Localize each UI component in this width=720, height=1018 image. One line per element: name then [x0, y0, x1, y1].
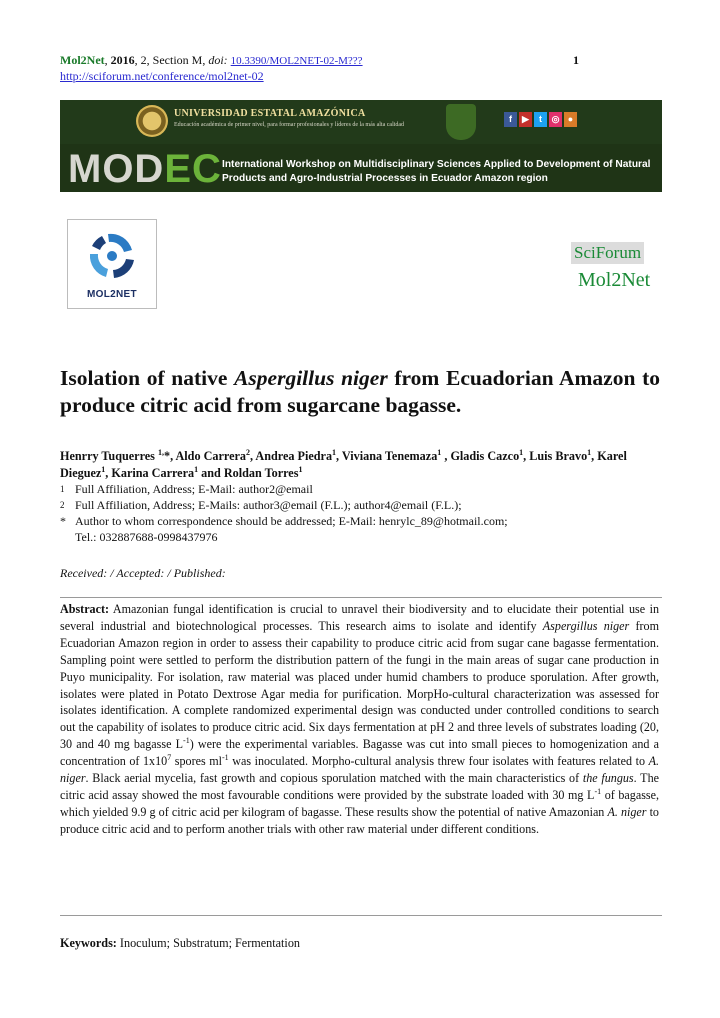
running-header: Mol2Net, 2016, 2, Section M, doi: 10.3390/MOL2NET-02-M??? [60, 53, 363, 67]
abstract-bottom-rule [60, 915, 662, 916]
paper-title: Isolation of native Aspergillus niger from Ecuadorian Amazon to produce citric acid from sugarcane bagasse. [60, 366, 661, 417]
sciforum-label: SciForum [571, 242, 644, 264]
page-number: 1 [573, 53, 579, 67]
keywords: Keywords: Inoculum; Substratum; Fermentation [60, 936, 301, 950]
social-icons [504, 109, 579, 127]
logo-text: MOL2NET [87, 289, 137, 300]
facebook-icon[interactable]: f [504, 112, 517, 127]
instagram-icon[interactable]: ◎ [549, 112, 562, 127]
journal-year: 2016 [110, 53, 135, 67]
university-tagline: Educación académica de primer nivel, para formar profesionales y líderes de la más alta calidad [174, 122, 405, 128]
category-badge-icon [446, 104, 476, 140]
twitter-icon[interactable]: t [534, 112, 547, 127]
youtube-icon[interactable]: ▶ [519, 112, 532, 127]
workshop-title: International Workshop on Multidisciplinary Sciences Applied to Development of Natural Products and Agro-Industrial Processes in Ecuador Amazon region [222, 159, 651, 184]
journal-name: Mol2Net [60, 53, 105, 67]
abstract-top-rule [60, 597, 662, 598]
journal-volume: , 2, Section M, [134, 53, 209, 67]
mol2net-label: Mol2Net [578, 269, 651, 291]
university-seal-icon [136, 105, 168, 137]
doi-link[interactable]: 10.3390/MOL2NET-02-M??? [230, 55, 363, 67]
abstract: Abstract: Amazonian fungal identification is crucial to unravel their biodiversity and to elucidate their potential use in several industrial and biotechnological processes. This research aims to isolate and identify Aspergillus niger from Ecuadorian Amazon region in order to assess their capability to produce citric acid from sugar cane bagasse fermentation. Sampling point were settled to perform the distribution pattern of the fungi in the main areas of sugar cane production in Puyo municipality. For isolation, raw material was placed under humid chambers to produce sporulation. After growth, isolates were plated in Potato Dextrose Agar media for purification. MorpHo-cultural characterization was assessed for isolates identification. A complete randomized experimental design was conducted under controlled conditions to search out the capability of isolates to produce citric acid. Six days fermentation at pH 2 and three levels of substrates loading (20, 30 and 40 mg bagasse $L^{-1}$) were the experimental variables. Bagasse was cut into small pieces to homogenization and a concentration of $1x10^7$ spores $ml^{-1}$ was inoculated. Morpho-cultural analysis threw four isolates with features related to A. niger. Black aerial mycelia, fast growth and copious sporulation matched with the main characteristics of the fungus. The citric acid assay showed the most favourable conditions were provided by the substrate loaded with 30 mg $L^{-1}$ of bagasse, which yielded 9.9 g of citric acid per kilogram of bagasse. These results show the potential of native Amazonian A. niger to produce citric acid and to perform another trials with other raw material under different conditions. [60, 602, 659, 836]
publication-dates: Received: / Accepted: / Published: [60, 566, 226, 580]
event-acronym: MODEC [68, 147, 222, 191]
flickr-icon[interactable]: ● [564, 112, 577, 127]
conference-banner [60, 100, 662, 192]
university-name: UNIVERSIDAD ESTATAL AMAZÓNICA [174, 108, 366, 119]
mol2net-logo [67, 219, 157, 309]
doi-label: doi: [208, 53, 228, 67]
conference-url[interactable]: http://sciforum.net/conference/mol2net-02 [60, 69, 264, 83]
author-list: Henrry Tuquerres $^{1,}$*, Aldo Carrera$^2$, Andrea Piedra$^1$, Viviana Tenemaza$^1$ , Gladis Cazco$^1$, Luis Bravo$^1$, Karel Dieguez$^1$, Karina Carrera$^1$ and Roldan Torres$^1$ [60, 447, 627, 480]
